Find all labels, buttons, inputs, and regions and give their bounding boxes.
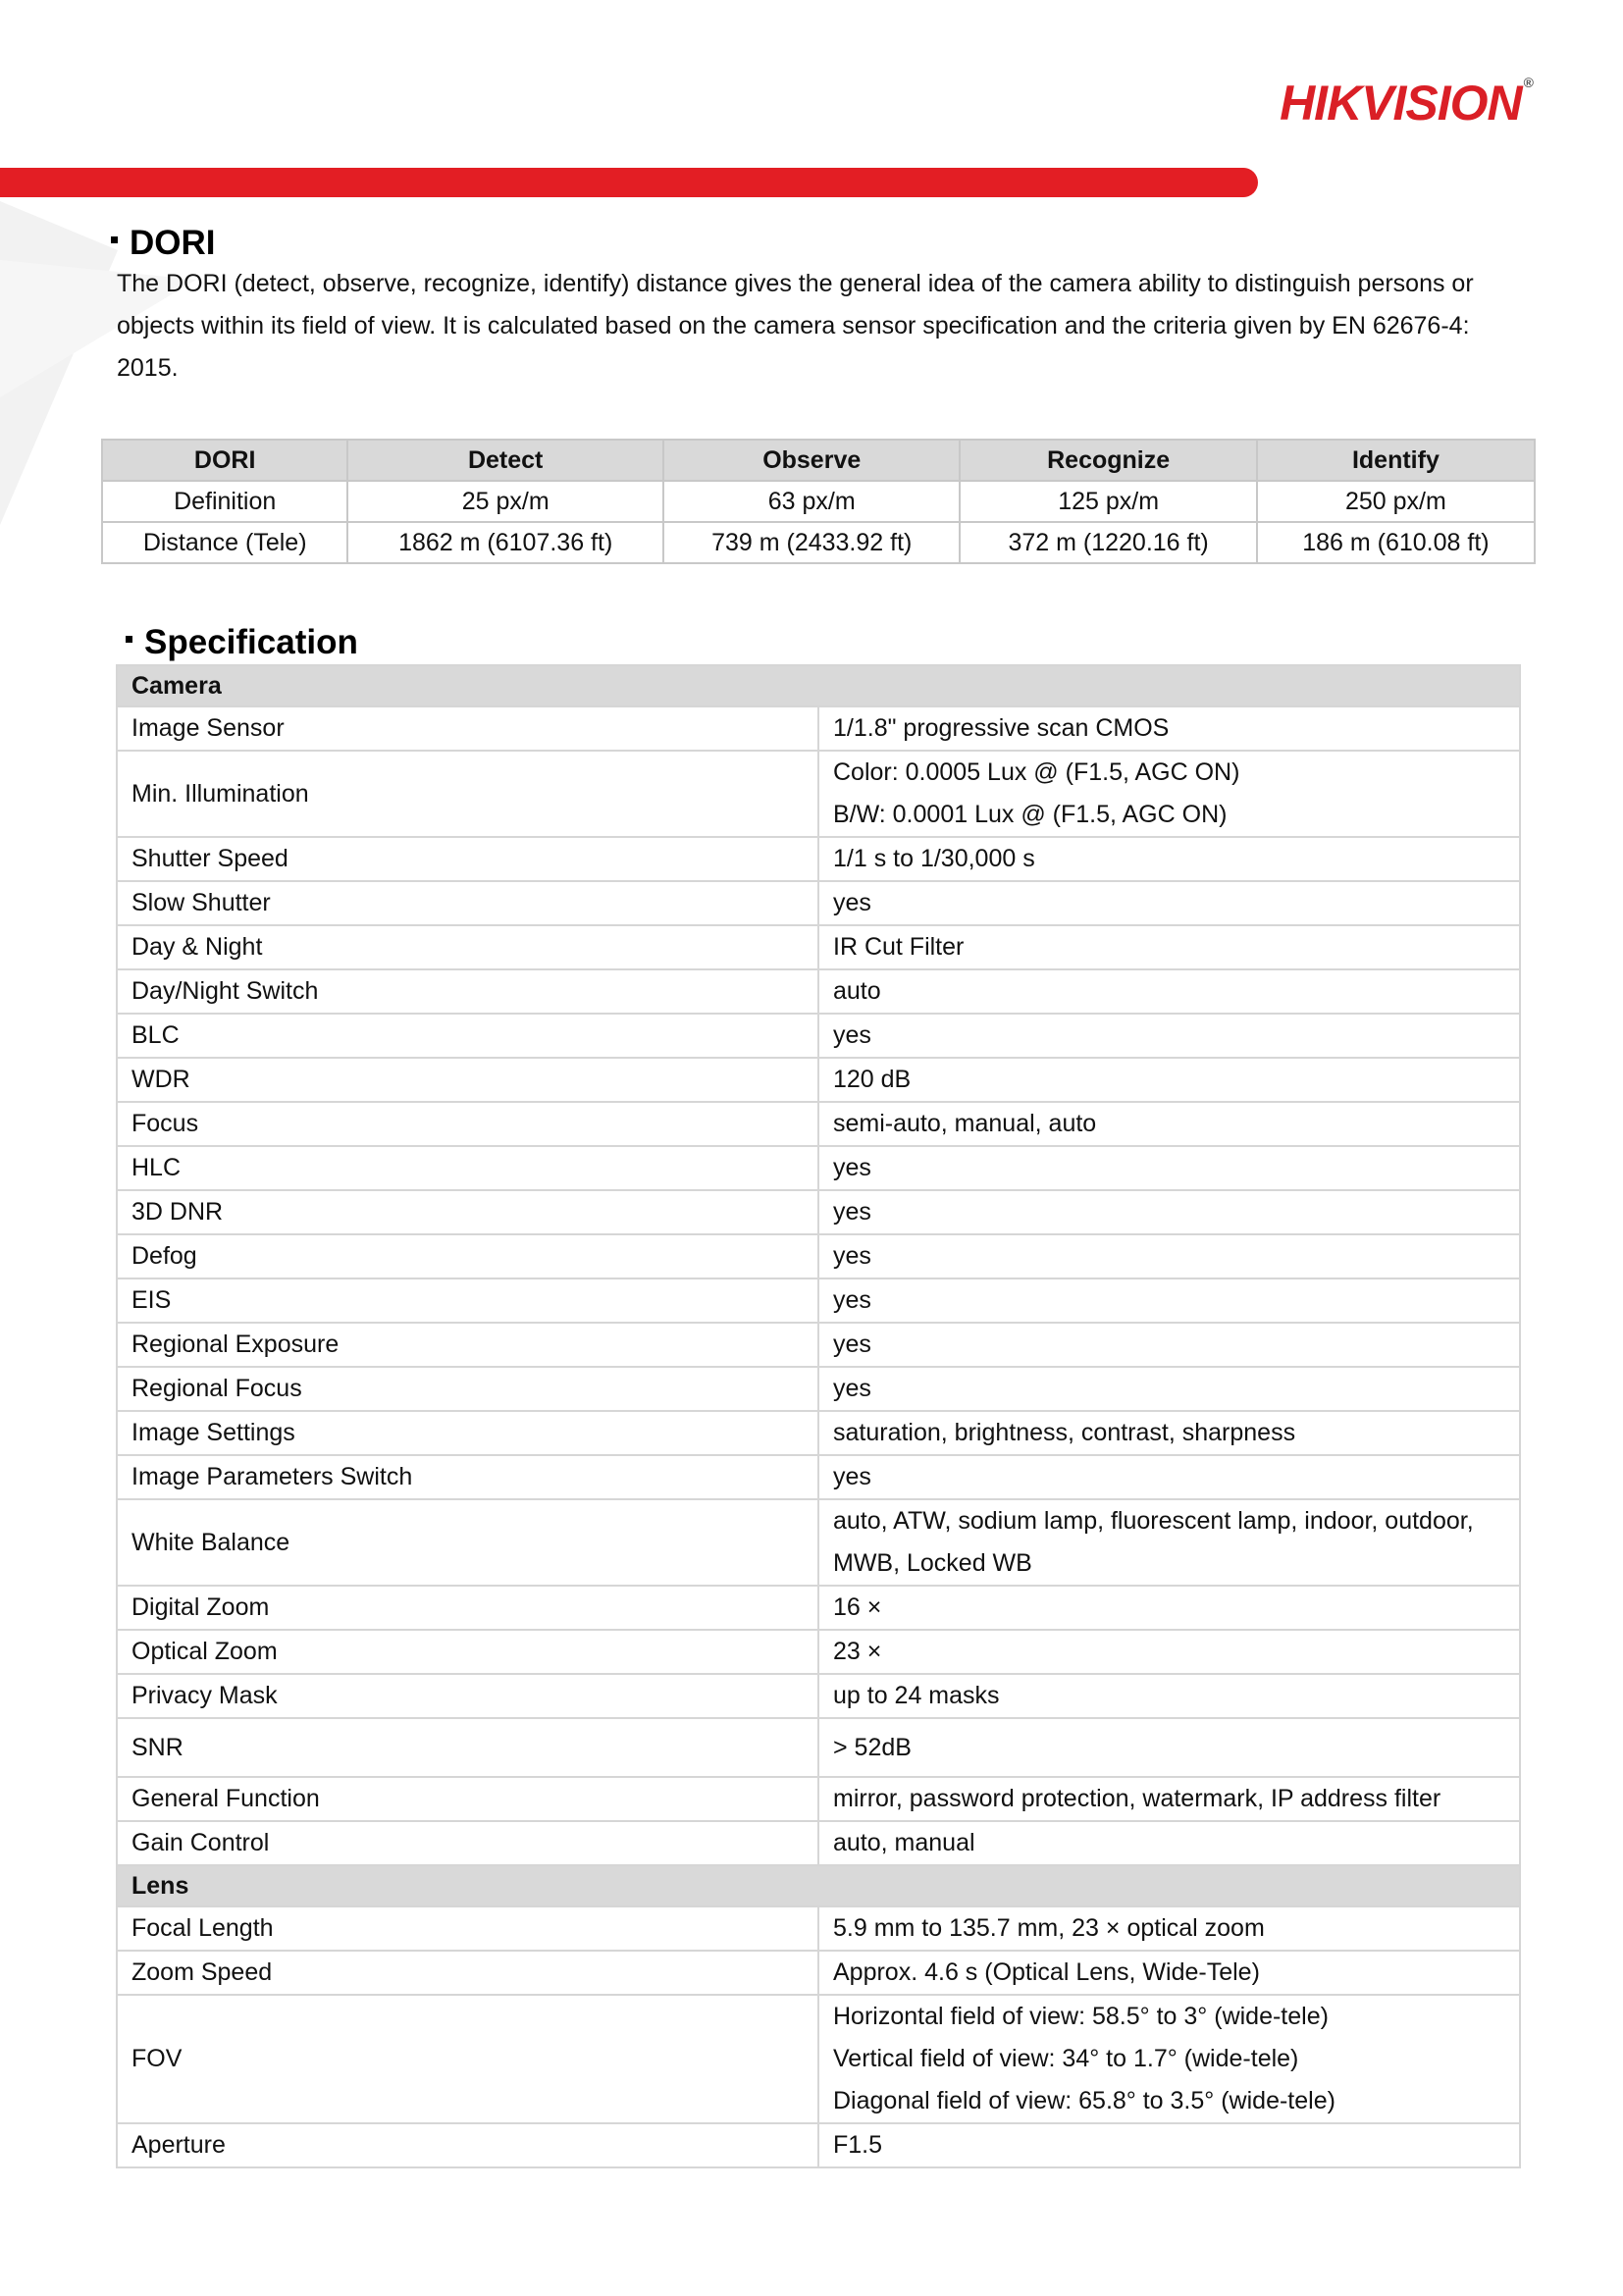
dori-table-row — [102, 481, 1535, 522]
spec-label: Gain Control — [117, 1821, 818, 1865]
dori-header-cell: Recognize — [960, 440, 1256, 481]
spec-value — [818, 1499, 1520, 1586]
spec-label: 3D DNR — [117, 1190, 818, 1234]
spec-value-line: auto, manual — [833, 1829, 975, 1856]
spec-label: Focal Length — [117, 1906, 818, 1951]
spec-value — [818, 1630, 1520, 1674]
spec-value-line: Diagonal field of view: 65.8° to 3.5° (wide-tele) — [833, 2087, 1335, 2114]
spec-label: Focus — [117, 1102, 818, 1146]
spec-label: Regional Focus — [117, 1367, 818, 1411]
spec-value — [818, 1278, 1520, 1323]
spec-value — [818, 1951, 1520, 1995]
spec-label: SNR — [117, 1718, 818, 1777]
spec-category-row — [117, 1865, 1520, 1906]
spec-value-line: yes — [833, 889, 871, 916]
dori-description: The DORI (detect, observe, recognize, identify) distance gives the general idea of the camera ability to distinguish persons or objects within its field of view. It is calculated based on the camera sensor specification and the criteria given by EN 62676-4: 2015. — [117, 270, 1474, 382]
spec-value — [818, 1234, 1520, 1278]
spec-row — [117, 1455, 1520, 1499]
header-red-bar — [0, 168, 1258, 197]
spec-category-row — [117, 665, 1520, 706]
spec-row — [117, 1367, 1520, 1411]
dori-section-title — [111, 224, 216, 263]
spec-row — [117, 1821, 1520, 1865]
spec-row — [117, 1718, 1520, 1777]
spec-label: FOV — [117, 1995, 818, 2123]
dori-table-cell: 372 m (1220.16 ft) — [960, 522, 1256, 563]
spec-value — [818, 1586, 1520, 1630]
dori-table — [101, 439, 1536, 564]
dori-table-cell: 25 px/m — [347, 481, 663, 522]
spec-label: Day & Night — [117, 925, 818, 969]
dori-table-header-row — [102, 440, 1535, 481]
spec-row — [117, 1190, 1520, 1234]
spec-value-line: Color: 0.0005 Lux @ (F1.5, AGC ON) — [833, 758, 1240, 786]
dori-table-row — [102, 522, 1535, 563]
spec-value — [818, 1367, 1520, 1411]
spec-label: Optical Zoom — [117, 1630, 818, 1674]
spec-value-line: up to 24 masks — [833, 1682, 1000, 1709]
spec-label: Aperture — [117, 2123, 818, 2167]
spec-value — [818, 706, 1520, 751]
spec-value — [818, 1906, 1520, 1951]
spec-label: EIS — [117, 1278, 818, 1323]
spec-row — [117, 1630, 1520, 1674]
spec-value — [818, 1323, 1520, 1367]
logo-hik: HIK — [1280, 76, 1362, 130]
spec-row — [117, 1146, 1520, 1190]
spec-value-line: 120 dB — [833, 1066, 912, 1093]
spec-row — [117, 706, 1520, 751]
logo-vision: VISION — [1361, 76, 1522, 130]
spec-label: Zoom Speed — [117, 1951, 818, 1995]
spec-label: Image Parameters Switch — [117, 1455, 818, 1499]
spec-row — [117, 1586, 1520, 1630]
spec-value-line: yes — [833, 1021, 871, 1049]
spec-value-line: 16 × — [833, 1593, 882, 1621]
spec-row — [117, 2123, 1520, 2167]
spec-row — [117, 1777, 1520, 1821]
spec-value-line: saturation, brightness, contrast, sharpness — [833, 1419, 1296, 1446]
spec-title-text: Specification — [144, 623, 358, 661]
spec-label: Regional Exposure — [117, 1323, 818, 1367]
spec-value-line: yes — [833, 1154, 871, 1181]
spec-value-line: Approx. 4.6 s (Optical Lens, Wide-Tele) — [833, 1958, 1260, 1986]
spec-label: General Function — [117, 1777, 818, 1821]
logo-registered-mark: ® — [1523, 75, 1533, 90]
spec-value-line: F1.5 — [833, 2131, 883, 2159]
bullet-icon — [126, 636, 132, 643]
spec-value-line: 23 × — [833, 1638, 882, 1665]
spec-table-body — [117, 665, 1520, 2167]
spec-value-line: yes — [833, 1242, 871, 1270]
bullet-icon — [111, 236, 118, 243]
spec-label: Defog — [117, 1234, 818, 1278]
spec-value-line: yes — [833, 1463, 871, 1490]
dori-table-cell: Distance (Tele) — [102, 522, 347, 563]
spec-row — [117, 1014, 1520, 1058]
spec-row — [117, 1499, 1520, 1586]
spec-value-line: yes — [833, 1331, 871, 1358]
spec-value — [818, 925, 1520, 969]
spec-value-line: Vertical field of view: 34° to 1.7° (wide-tele) — [833, 2045, 1299, 2072]
dori-title-text: DORI — [130, 224, 216, 262]
spec-value-line: > 52dB — [833, 1733, 912, 1761]
spec-value-line: 1/1 s to 1/30,000 s — [833, 845, 1035, 872]
spec-row — [117, 837, 1520, 881]
spec-label: WDR — [117, 1058, 818, 1102]
spec-value-line: auto — [833, 977, 881, 1005]
spec-table — [116, 664, 1521, 2168]
spec-value — [818, 1718, 1520, 1777]
spec-row — [117, 881, 1520, 925]
spec-label: HLC — [117, 1146, 818, 1190]
spec-row — [117, 1906, 1520, 1951]
dori-header-cell: DORI — [102, 440, 347, 481]
spec-value — [818, 1146, 1520, 1190]
spec-label: Shutter Speed — [117, 837, 818, 881]
spec-value — [818, 1674, 1520, 1718]
spec-value — [818, 2123, 1520, 2167]
dori-table-cell: 739 m (2433.92 ft) — [663, 522, 960, 563]
dori-header-cell: Detect — [347, 440, 663, 481]
spec-value — [818, 1455, 1520, 1499]
spec-category-label: Camera — [117, 665, 1520, 706]
spec-row — [117, 969, 1520, 1014]
spec-value — [818, 1102, 1520, 1146]
dori-header-cell: Observe — [663, 440, 960, 481]
spec-value-line: IR Cut Filter — [833, 933, 965, 961]
spec-row — [117, 1058, 1520, 1102]
spec-row — [117, 1995, 1520, 2123]
spec-value — [818, 1014, 1520, 1058]
spec-value-line: yes — [833, 1286, 871, 1314]
spec-value — [818, 1058, 1520, 1102]
spec-label: BLC — [117, 1014, 818, 1058]
spec-row — [117, 751, 1520, 837]
spec-value — [818, 837, 1520, 881]
spec-value — [818, 881, 1520, 925]
spec-value — [818, 1190, 1520, 1234]
spec-value — [818, 1777, 1520, 1821]
dori-table-body — [102, 481, 1535, 563]
spec-label: Image Sensor — [117, 706, 818, 751]
spec-row — [117, 1951, 1520, 1995]
spec-value-line: Horizontal field of view: 58.5° to 3° (wide-tele) — [833, 2003, 1329, 2030]
hikvision-logo — [1280, 75, 1533, 131]
dori-table-cell: 250 px/m — [1257, 481, 1535, 522]
spec-value — [818, 1995, 1520, 2123]
spec-value-line: semi-auto, manual, auto — [833, 1110, 1097, 1137]
spec-row — [117, 1234, 1520, 1278]
spec-row — [117, 1674, 1520, 1718]
spec-label: Privacy Mask — [117, 1674, 818, 1718]
spec-value-line: 1/1.8" progressive scan CMOS — [833, 714, 1170, 742]
spec-value-line: auto, ATW, sodium lamp, fluorescent lamp, indoor, outdoor, MWB, Locked WB — [833, 1507, 1474, 1577]
spec-row — [117, 1411, 1520, 1455]
spec-label: Image Settings — [117, 1411, 818, 1455]
spec-section-title — [126, 623, 358, 662]
dori-header-cell: Identify — [1257, 440, 1535, 481]
spec-label: Day/Night Switch — [117, 969, 818, 1014]
spec-value-line: yes — [833, 1375, 871, 1402]
dori-table-cell: 1862 m (6107.36 ft) — [347, 522, 663, 563]
spec-label: Digital Zoom — [117, 1586, 818, 1630]
spec-row — [117, 1278, 1520, 1323]
spec-value — [818, 1821, 1520, 1865]
dori-table-cell: Definition — [102, 481, 347, 522]
spec-value — [818, 751, 1520, 837]
dori-table-cell: 63 px/m — [663, 481, 960, 522]
spec-value — [818, 969, 1520, 1014]
spec-value-line: 5.9 mm to 135.7 mm, 23 × optical zoom — [833, 1914, 1265, 1942]
spec-category-label: Lens — [117, 1865, 1520, 1906]
spec-row — [117, 1323, 1520, 1367]
dori-table-cell: 125 px/m — [960, 481, 1256, 522]
spec-row — [117, 1102, 1520, 1146]
spec-value-line: B/W: 0.0001 Lux @ (F1.5, AGC ON) — [833, 801, 1228, 828]
spec-label: White Balance — [117, 1499, 818, 1586]
dori-table-cell: 186 m (610.08 ft) — [1257, 522, 1535, 563]
spec-value-line: mirror, password protection, watermark, IP address filter — [833, 1785, 1441, 1812]
spec-label: Slow Shutter — [117, 881, 818, 925]
spec-value — [818, 1411, 1520, 1455]
spec-row — [117, 925, 1520, 969]
spec-value-line: yes — [833, 1198, 871, 1226]
spec-label: Min. Illumination — [117, 751, 818, 837]
